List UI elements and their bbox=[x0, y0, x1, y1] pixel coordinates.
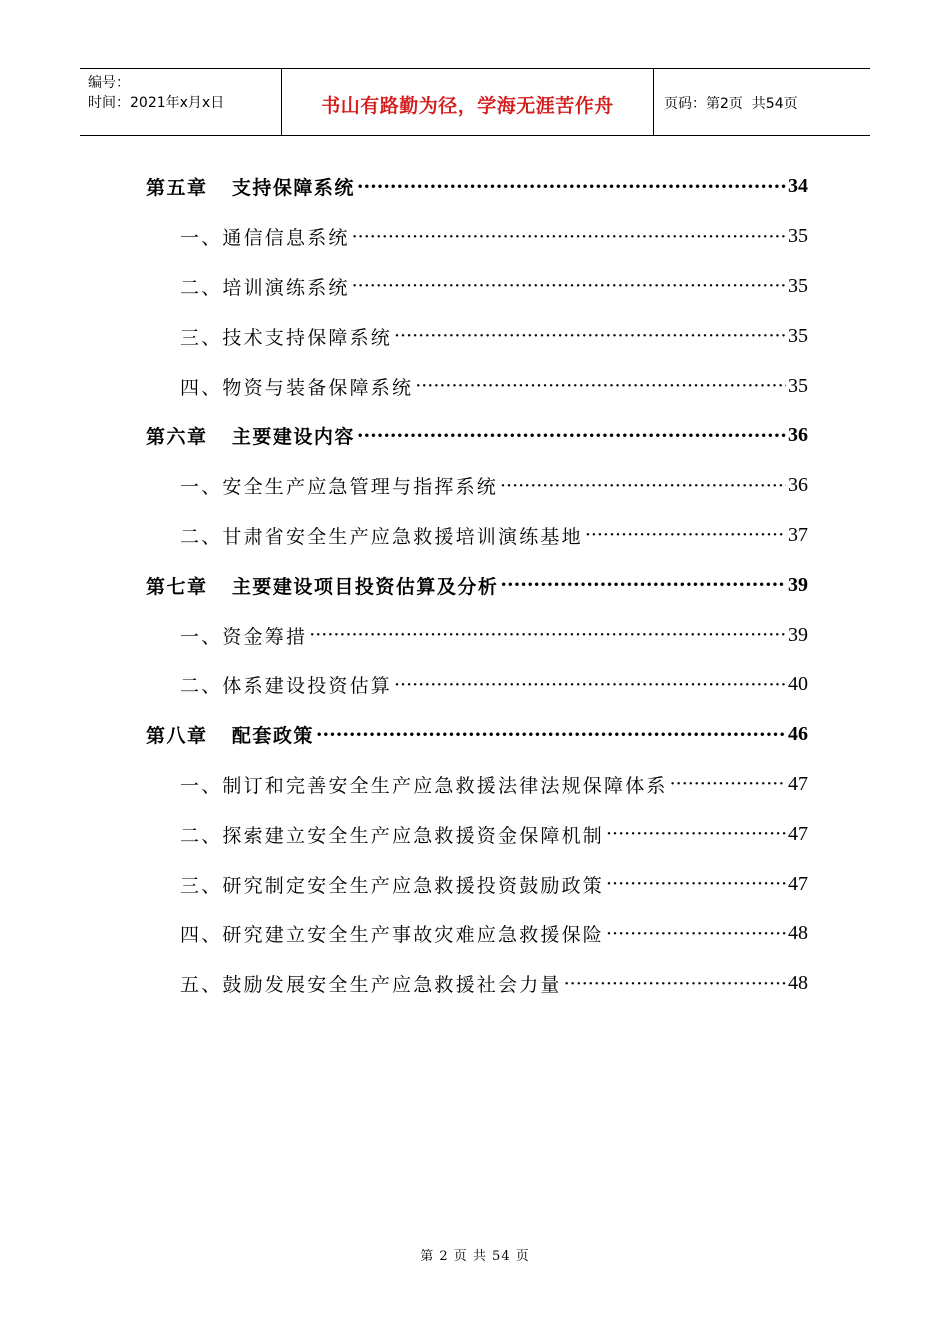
toc-section-entry[interactable] bbox=[146, 809, 808, 859]
toc-dot-leader bbox=[670, 773, 786, 795]
toc-entry-page: 35 bbox=[788, 274, 808, 297]
toc-entry-page: 47 bbox=[788, 772, 808, 795]
toc-section-entry[interactable] bbox=[146, 511, 808, 561]
toc-entry-title: 一、资金筹措 bbox=[180, 625, 308, 648]
toc-dot-leader bbox=[357, 176, 786, 198]
toc-section-entry[interactable] bbox=[146, 361, 808, 411]
toc-section-entry[interactable] bbox=[146, 760, 808, 810]
toc-dot-leader bbox=[500, 475, 786, 497]
toc-entry-title: 一、通信信息系统 bbox=[180, 227, 350, 250]
toc-entry-title: 二、培训演练系统 bbox=[180, 276, 350, 299]
toc-entry-title: 第七章 主要建设项目投资估算及分析 bbox=[146, 575, 499, 598]
toc-dot-leader bbox=[352, 226, 786, 248]
toc-entry-page: 36 bbox=[788, 424, 808, 447]
toc-entry-page: 39 bbox=[788, 623, 808, 646]
toc-entry-title: 第八章 配套政策 bbox=[146, 725, 314, 748]
toc-entry-page: 37 bbox=[788, 523, 808, 546]
toc-chapter-entry[interactable] bbox=[146, 162, 808, 212]
toc-entry-page: 35 bbox=[788, 324, 808, 347]
toc-entry-title: 一、安全生产应急管理与指挥系统 bbox=[180, 476, 499, 499]
toc-dot-leader bbox=[394, 325, 786, 347]
toc-entry-page: 35 bbox=[788, 374, 808, 397]
toc-entry-page: 48 bbox=[788, 922, 808, 945]
toc-section-entry[interactable] bbox=[146, 610, 808, 660]
toc-entry-title: 三、技术支持保障系统 bbox=[180, 326, 393, 349]
toc-entry-title: 第六章 主要建设内容 bbox=[146, 426, 355, 449]
toc-dot-leader bbox=[357, 425, 786, 447]
footer-page-number: 第 2 页 共 54 页 bbox=[420, 1249, 530, 1264]
toc-entry-page: 35 bbox=[788, 225, 808, 248]
toc-dot-leader bbox=[606, 823, 786, 845]
toc-section-entry[interactable] bbox=[146, 311, 808, 361]
header-page-info bbox=[654, 69, 870, 135]
toc-section-entry[interactable] bbox=[146, 859, 808, 909]
toc-entry-title: 二、体系建设投资估算 bbox=[180, 675, 393, 698]
table-of-contents bbox=[146, 162, 808, 1009]
toc-entry-page: 40 bbox=[788, 673, 808, 696]
toc-section-entry[interactable] bbox=[146, 461, 808, 511]
header-motto: 书山有路勤为径，学海无涯苦作舟 bbox=[282, 69, 654, 135]
toc-entry-page: 46 bbox=[788, 723, 808, 746]
toc-entry-page: 36 bbox=[788, 474, 808, 497]
toc-entry-page: 39 bbox=[788, 573, 808, 596]
toc-section-entry[interactable] bbox=[146, 909, 808, 959]
toc-section-entry[interactable] bbox=[146, 660, 808, 710]
page-header bbox=[80, 68, 870, 136]
toc-entry-page: 48 bbox=[788, 972, 808, 995]
toc-entry-title: 四、研究建立安全生产事故灾难应急救援保险 bbox=[180, 924, 605, 947]
toc-dot-leader bbox=[564, 973, 786, 995]
toc-entry-title: 第五章 支持保障系统 bbox=[146, 177, 355, 200]
toc-section-entry[interactable] bbox=[146, 212, 808, 262]
toc-entry-title: 五、鼓励发展安全生产应急救援社会力量 bbox=[180, 974, 562, 997]
header-meta bbox=[80, 69, 282, 135]
toc-dot-leader bbox=[415, 375, 786, 397]
header-page-info-text: 页码：第2页 共54页 bbox=[664, 96, 798, 112]
toc-chapter-entry[interactable] bbox=[146, 710, 808, 760]
toc-dot-leader bbox=[500, 574, 786, 596]
toc-entry-title: 二、甘肃省安全生产应急救援培训演练基地 bbox=[180, 525, 583, 548]
toc-entry-page: 47 bbox=[788, 872, 808, 895]
toc-dot-leader bbox=[316, 724, 786, 746]
header-time: 时间：2021年x月x日 bbox=[88, 95, 225, 111]
toc-entry-title: 四、物资与装备保障系统 bbox=[180, 376, 414, 399]
toc-entry-page: 34 bbox=[788, 175, 808, 198]
toc-chapter-entry[interactable] bbox=[146, 411, 808, 461]
toc-entry-title: 一、制订和完善安全生产应急救援法律法规保障体系 bbox=[180, 774, 668, 797]
toc-entry-title: 三、研究制定安全生产应急救援投资鼓励政策 bbox=[180, 874, 605, 897]
toc-section-entry[interactable] bbox=[146, 262, 808, 312]
toc-entry-page: 47 bbox=[788, 822, 808, 845]
header-number: 编号： bbox=[88, 75, 130, 91]
toc-chapter-entry[interactable] bbox=[146, 560, 808, 610]
toc-dot-leader bbox=[585, 524, 786, 546]
toc-dot-leader bbox=[352, 275, 786, 297]
toc-section-entry[interactable] bbox=[146, 959, 808, 1009]
toc-dot-leader bbox=[606, 923, 786, 945]
page-footer bbox=[0, 1245, 950, 1264]
toc-dot-leader bbox=[309, 624, 786, 646]
toc-dot-leader bbox=[606, 873, 786, 895]
toc-dot-leader bbox=[394, 674, 786, 696]
toc-entry-title: 二、探索建立安全生产应急救援资金保障机制 bbox=[180, 824, 605, 847]
